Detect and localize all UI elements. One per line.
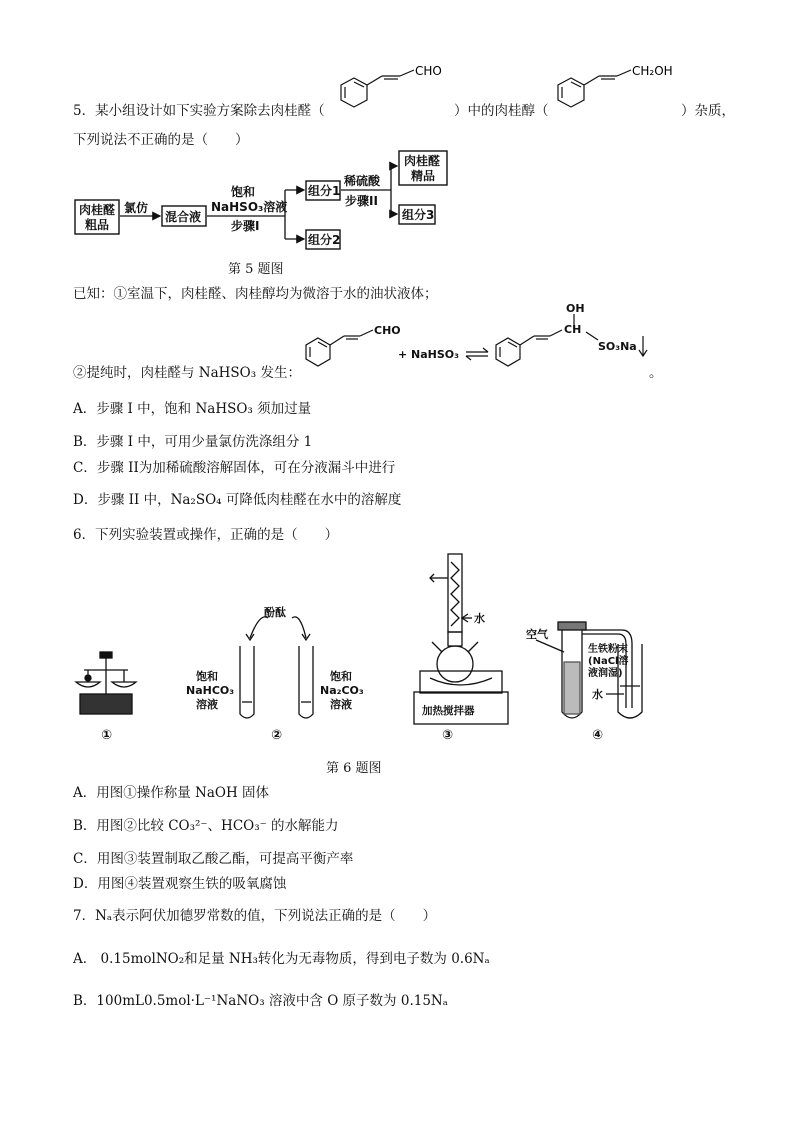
phenolphthalein-label: 酚酞 [264,606,286,619]
test-tubes-apparatus [240,617,313,718]
q6-option-d: D．用图④装置观察生铁的吸氧腐蚀 [73,876,287,892]
acid-label: 稀硫酸 [344,174,381,188]
mixture-label: 混合液 [165,210,202,224]
q6-figure [70,552,660,744]
q5-option-c: C．步骤 II为加稀硫酸溶解固体，可在分液漏斗中进行 [73,460,396,476]
q5-stem-part-b: ）中的肉桂醇（ [454,103,549,119]
fig-num-2: ② [271,728,283,743]
right-tube-line3: 溶液 [330,698,352,711]
group3-label: 组分3 [402,208,435,222]
left-tube-line3: 溶液 [196,698,218,711]
q5-option-d: D．步骤 II 中，Na₂SO₄ 可降低肉桂醛在水中的溶解度 [73,492,402,508]
reaction-equation [298,300,658,380]
cinnamyl-alcohol-structure [551,60,686,115]
right-tube-line1: 饱和 [330,670,352,683]
cinnamaldehyde-structure [334,60,459,115]
air-label: 空气 [526,628,548,641]
q5-flowchart [74,150,454,255]
crude-line2: 粗品 [85,218,110,232]
q6-option-b: B．用图②比较 CO₃²⁻、HCO₃⁻ 的水解能力 [73,818,339,834]
q5-stem-part-c: ）杂质， [681,103,735,119]
reagent-line1: 饱和 [231,185,256,199]
q6-option-a: A．用图①操作称量 NaOH 固体 [73,785,270,801]
q7-option-a: A． 0.15molNO₂和足量 NH₃转化为无毒物质，得到电子数为 0.6Nₐ [73,951,490,967]
cho-label: CHO [415,64,442,78]
water-label: 水 [592,688,603,701]
left-tube-line2: NaHCO₃ [186,684,235,697]
q5-known-2-suffix: 。 [649,365,663,381]
iron-line3: 液润湿) [588,668,623,679]
step1-label: 步骤I [231,219,260,233]
step2-label: 步骤II [345,194,378,208]
group1-label: 组分1 [308,184,341,198]
q5-stem-part-a: 5．某小组设计如下实验方案除去肉桂醛（ [73,103,325,119]
reactant-cho: CHO [374,324,401,337]
solvent-label: 氯仿 [124,201,149,215]
ch2oh-label: CH₂OH [632,64,673,78]
q5-stem-line2: 下列说法不正确的是（ ） [73,132,249,148]
q6-stem: 6．下列实验装置或操作，正确的是（ ） [73,527,339,543]
q5-option-b: B．步骤 I 中，可用少量氯仿洗涤组分 1 [73,434,313,450]
product-oh: OH [566,302,585,315]
product-so3na: SO₃Na [598,340,637,353]
balance-apparatus [76,652,136,714]
group2-label: 组分2 [308,233,341,247]
reagent-line2: NaHSO₃溶液 [211,200,288,214]
q5-option-a: A．步骤 I 中，饱和 NaHSO₃ 须加过量 [73,401,312,417]
water-in-label: 水 [474,612,485,625]
q6-option-c: C．用图③装置制取乙酸乙酯，可提高平衡产率 [73,851,354,867]
iron-line2: (NaCl溶 [588,656,629,667]
iron-line1: 生铁粉末 [588,644,628,655]
q7-option-b: B．100mL0.5mol·L⁻¹NaNO₃ 溶液中含 O 原子数为 0.15Nₐ [73,993,448,1009]
q6-figure-caption: 第 6 题图 [326,761,382,776]
crude-line1: 肉桂醛 [79,203,116,217]
fig-num-3: ③ [442,728,454,743]
left-tube-line1: 饱和 [196,670,218,683]
pure-line1: 肉桂醛 [404,154,441,168]
product-ch: CH [564,323,582,336]
q5-figure-caption: 第 5 题图 [228,262,284,277]
q7-stem: 7．Nₐ表示阿伏加德罗常数的值，下列说法正确的是（ ） [73,908,437,924]
reflux-apparatus [414,554,508,724]
heater-label: 加热搅拌器 [422,705,475,717]
fig-num-1: ① [101,728,113,743]
right-tube-line2: Na₂CO₃ [320,684,364,697]
fig-num-4: ④ [592,728,604,743]
plus-nahso3: + NaHSO₃ [398,348,459,361]
pure-line2: 精品 [411,169,436,183]
q5-known-2-prefix: ②提纯时，肉桂醛与 NaHSO₃ 发生： [73,365,301,381]
q5-known-1: 已知：①室温下，肉桂醛、肉桂醇均为微溶于水的油状液体； [73,286,438,302]
